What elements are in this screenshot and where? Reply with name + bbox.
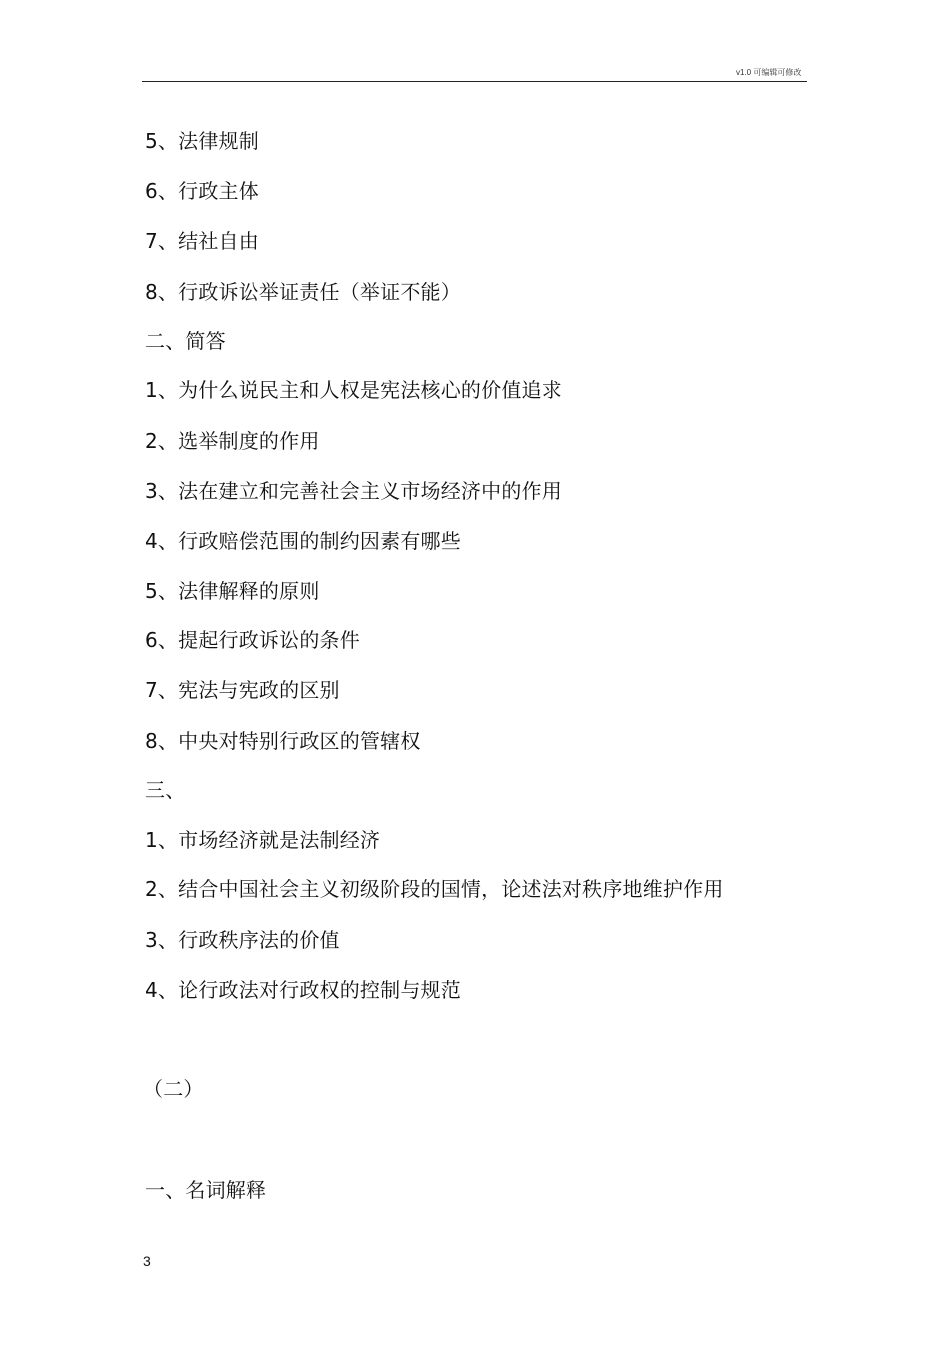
list-item: 3、法在建立和完善社会主义市场经济中的作用 [145, 479, 562, 503]
list-item: 4、论行政法对行政权的控制与规范 [145, 978, 461, 1002]
list-item: 5、法律规制 [145, 129, 259, 153]
list-item: 8、行政诉讼举证责任（举证不能） [145, 280, 461, 304]
list-item: 1、市场经济就是法制经济 [145, 828, 381, 852]
list-item: 8、中央对特别行政区的管辖权 [145, 729, 421, 753]
list-item: 6、提起行政诉讼的条件 [145, 628, 360, 652]
part-heading: （二） [143, 1077, 204, 1101]
section-heading: 二、简答 [145, 329, 226, 353]
list-item: 7、宪法与宪政的区别 [145, 678, 340, 702]
section-heading: 三、 [145, 778, 186, 802]
list-item: 3、行政秩序法的价值 [145, 928, 340, 952]
list-item: 2、选举制度的作用 [145, 429, 320, 453]
header-version-text: v1.0 可编辑可修改 [736, 68, 802, 77]
list-item: 7、结社自由 [145, 229, 259, 253]
section-heading: 一、名词解释 [145, 1178, 267, 1202]
list-item: 4、行政赔偿范围的制约因素有哪些 [145, 529, 461, 553]
header-rule [142, 81, 807, 82]
list-item: 1、为什么说民主和人权是宪法核心的价值追求 [145, 378, 562, 402]
list-item: 6、行政主体 [145, 179, 259, 203]
list-item: 5、法律解释的原则 [145, 579, 320, 603]
list-item: 2、结合中国社会主义初级阶段的国情，论述法对秩序地维护作用 [145, 877, 724, 901]
page-number: 3 [143, 1253, 151, 1269]
